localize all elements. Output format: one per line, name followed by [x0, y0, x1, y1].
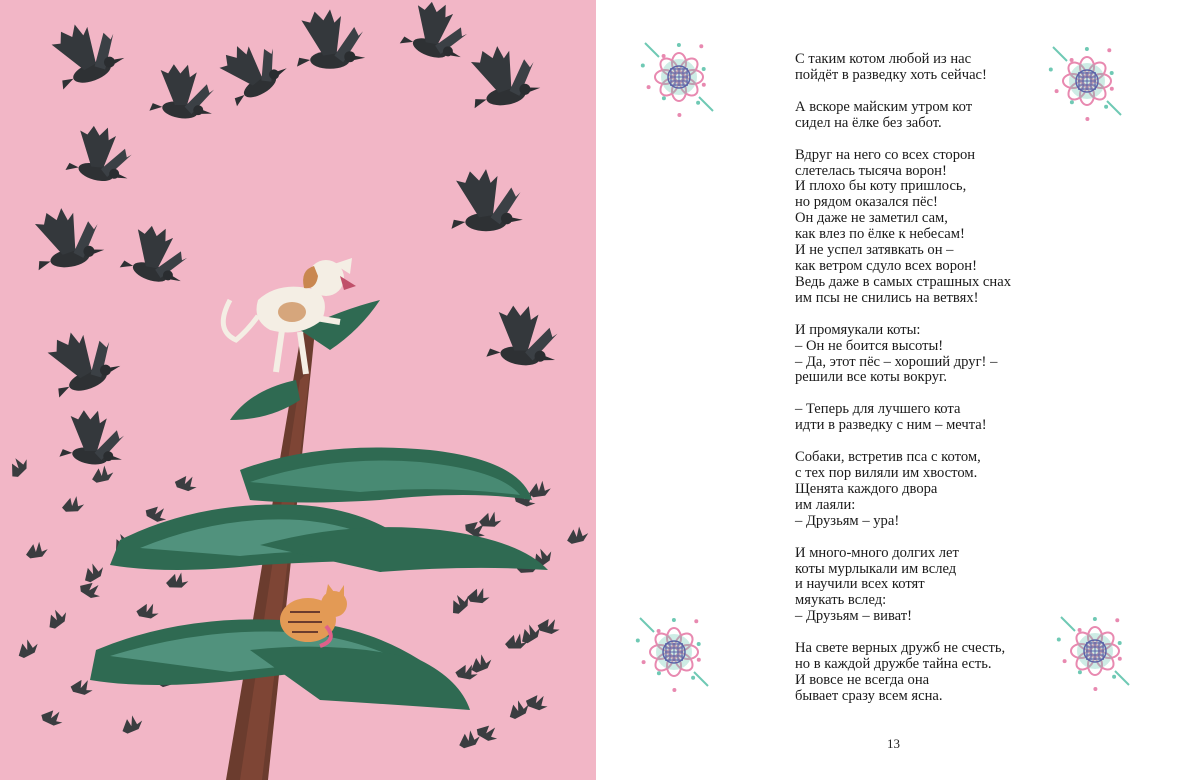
crow-icon [465, 40, 542, 110]
poem-line: – Да, этот пёс – хороший друг! – [795, 353, 998, 370]
poem-line: им псы не снились на ветвях! [795, 289, 979, 306]
poem-line: И промяукали коты: [795, 321, 921, 338]
poem-line: И плохо бы коту пришлось, [795, 178, 967, 195]
poem-line: И вовсе не всегда она [795, 672, 930, 688]
small-crow-icon [468, 652, 494, 674]
small-crow-icon [43, 605, 70, 630]
crow-icon [59, 405, 129, 469]
crow-icon [149, 59, 219, 123]
poem-line: пойдёт в разведку хоть сейчас! [795, 66, 987, 83]
poem-line: Ведь даже в самых страшных снах [795, 273, 1011, 290]
poem-line: как ветром сдуло всех ворон! [795, 257, 977, 274]
crow-icon [65, 120, 139, 188]
small-crow-icon [166, 571, 190, 589]
flower-ornament-icon [638, 36, 720, 118]
flower-ornament-icon [626, 604, 722, 700]
poem-line: И много-много долгих лет [795, 544, 959, 561]
poem-line: решили все коты вокруг. [795, 369, 948, 386]
crow-icon [29, 202, 106, 272]
crow-icon [297, 9, 365, 68]
poem-line: бывает сразу всем ясна. [795, 687, 943, 704]
stanza [795, 450, 1095, 530]
small-crow-icon [135, 600, 161, 621]
poem-line: Собаки, встретив пса с котом, [795, 449, 981, 466]
poem-line: – Теперь для лучшего кота [795, 401, 961, 418]
poem-line: но рядом оказался пёс! [795, 194, 938, 211]
poem-line: коты мурлыкали им вслед [795, 560, 957, 577]
poem-line: им лаяли: [795, 496, 856, 513]
stanza [795, 323, 1095, 387]
small-crow-icon [466, 585, 491, 605]
crow-icon [40, 320, 124, 399]
crow-icon [452, 169, 523, 231]
crow-icon [44, 12, 128, 91]
poem-line: и научили всех котят [795, 576, 925, 593]
text-page [596, 0, 1191, 780]
poem-line: – Друзьям – ура! [795, 512, 900, 529]
stanza [795, 402, 1095, 434]
flower-ornament-icon [1042, 36, 1132, 126]
crow-icon [211, 30, 292, 108]
poem-line: с тех пор виляли им хвостом. [795, 465, 978, 482]
poem-line: Щенята каждого двора [795, 480, 938, 497]
poem-line: И не успел затявкать он – [795, 242, 954, 259]
crow-icon [486, 300, 563, 370]
small-crow-icon [528, 480, 551, 497]
small-crow-icon [173, 471, 200, 495]
poem-line: но в каждой дружбе тайна есть. [795, 656, 992, 673]
poem-line: Он даже не заметил сам, [795, 210, 948, 227]
poem-line: идти в разведку с ним – мечта! [795, 417, 987, 434]
small-crow-icon [475, 719, 502, 745]
poem-line: Вдруг на него со всех сторон [795, 146, 976, 163]
small-crow-icon [536, 614, 562, 637]
crow-icon [119, 219, 196, 291]
small-crow-icon [39, 705, 66, 730]
poem-line: – Друзьям – виват! [795, 608, 912, 625]
stanza [795, 148, 1095, 307]
poem-line: мяукать вслед: [795, 592, 887, 609]
crow-icon [399, 0, 476, 66]
small-crow-icon [524, 690, 551, 714]
poem-line: – Он не боится высоты! [795, 337, 944, 354]
small-crow-icon [25, 541, 48, 558]
poem-line: А вскоре майским утром кот [795, 98, 973, 115]
poem-line: С таким котом любой из нас [795, 51, 972, 67]
small-crow-icon [5, 453, 32, 479]
spruce-tree [90, 300, 548, 780]
flower-ornament-icon [1040, 596, 1150, 706]
page-number: 13 [887, 736, 900, 751]
small-crow-icon [90, 464, 114, 483]
poem-line: сидел на ёлке без забот. [795, 114, 942, 131]
poem-line: как влез по ёлке к небесам! [795, 226, 965, 243]
small-crow-icon [80, 560, 107, 584]
small-crow-icon [14, 636, 40, 659]
poem-line: На свете верных дружб не счесть, [795, 640, 1006, 657]
small-crow-icon [119, 713, 145, 735]
small-crow-icon [446, 590, 473, 616]
small-crow-icon [565, 525, 589, 544]
small-crow-icon [62, 496, 85, 513]
poem-line: слетелась тысяча ворон! [795, 162, 947, 179]
